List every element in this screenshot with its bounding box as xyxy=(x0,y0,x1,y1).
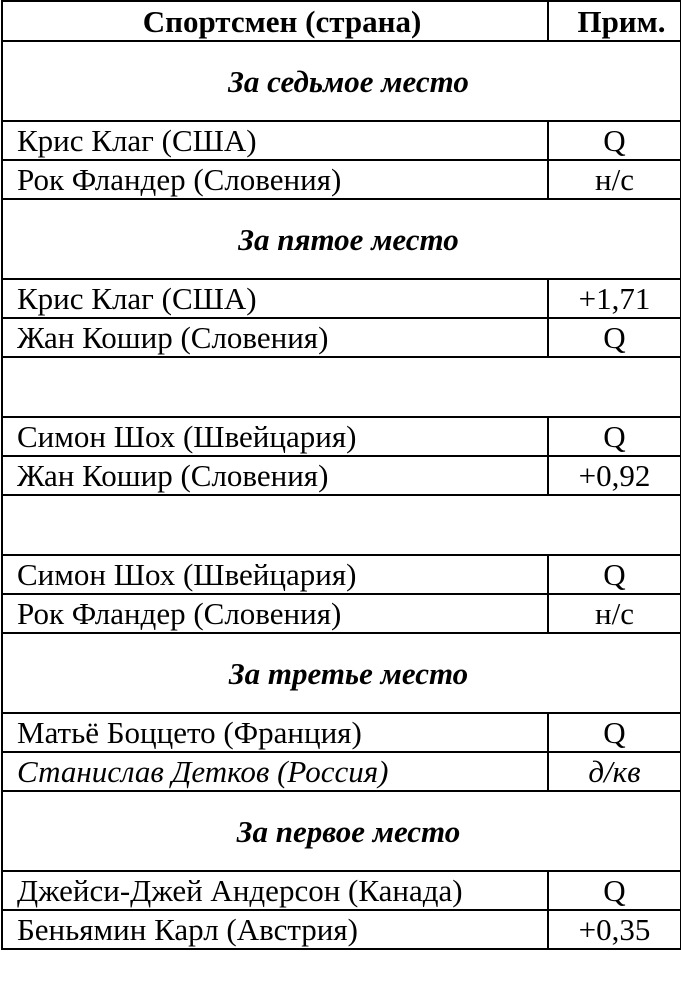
section-heading-row xyxy=(2,791,681,871)
table-row xyxy=(2,752,681,791)
note-cell: Q xyxy=(548,713,681,752)
note-cell: Q xyxy=(548,871,681,910)
note-cell: Q xyxy=(548,121,681,160)
note-cell: +0,35 xyxy=(548,910,681,949)
table-row xyxy=(2,318,681,357)
section-heading-row xyxy=(2,41,681,121)
table-row xyxy=(2,871,681,910)
table-row xyxy=(2,456,681,495)
table-row xyxy=(2,279,681,318)
note-cell: +1,71 xyxy=(548,279,681,318)
table-row xyxy=(2,594,681,633)
column-header-athlete: Спортсмен (страна) xyxy=(2,1,548,41)
athlete-cell: Джейси-Джей Андерсон (Канада) xyxy=(2,871,548,910)
blank-cell xyxy=(2,495,681,555)
note-cell: н/с xyxy=(548,594,681,633)
section-heading-row xyxy=(2,633,681,713)
blank-cell xyxy=(2,357,681,417)
table-row xyxy=(2,160,681,199)
athlete-cell: Станислав Детков (Россия) xyxy=(2,752,548,791)
table-row xyxy=(2,555,681,594)
section-heading-row xyxy=(2,199,681,279)
note-cell: Q xyxy=(548,555,681,594)
results-table xyxy=(1,0,681,950)
note-cell: д/кв xyxy=(548,752,681,791)
section-heading: За седьмое место xyxy=(2,41,681,121)
athlete-cell: Жан Кошир (Словения) xyxy=(2,456,548,495)
table-row xyxy=(2,910,681,949)
header-row xyxy=(2,1,681,41)
blank-row xyxy=(2,495,681,555)
note-cell: +0,92 xyxy=(548,456,681,495)
athlete-cell: Матьё Боццето (Франция) xyxy=(2,713,548,752)
athlete-cell: Беньямин Карл (Австрия) xyxy=(2,910,548,949)
athlete-cell: Жан Кошир (Словения) xyxy=(2,318,548,357)
athlete-cell: Крис Клаг (США) xyxy=(2,279,548,318)
table-row xyxy=(2,417,681,456)
table-row xyxy=(2,713,681,752)
note-cell: Q xyxy=(548,417,681,456)
section-heading: За пятое место xyxy=(2,199,681,279)
table-body xyxy=(2,41,681,949)
athlete-cell: Рок Фландер (Словения) xyxy=(2,594,548,633)
athlete-cell: Симон Шох (Швейцария) xyxy=(2,555,548,594)
blank-row xyxy=(2,357,681,417)
athlete-cell: Крис Клаг (США) xyxy=(2,121,548,160)
table-row xyxy=(2,121,681,160)
note-cell: н/с xyxy=(548,160,681,199)
note-cell: Q xyxy=(548,318,681,357)
column-header-note: Прим. xyxy=(548,1,681,41)
athlete-cell: Симон Шох (Швейцария) xyxy=(2,417,548,456)
section-heading: За третье место xyxy=(2,633,681,713)
athlete-cell: Рок Фландер (Словения) xyxy=(2,160,548,199)
section-heading: За первое место xyxy=(2,791,681,871)
